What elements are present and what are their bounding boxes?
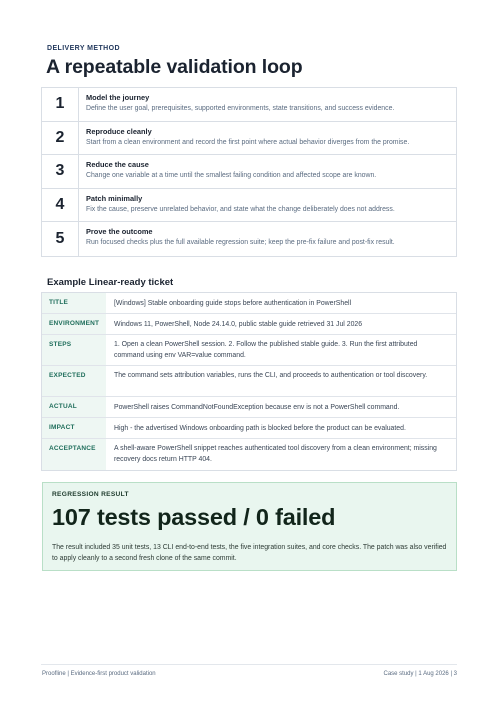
ticket-field-value: A shell-aware PowerShell snippet reaches authenticated tool discovery from a clean environment; missing recovery docs return HTTP 404. — [114, 445, 437, 463]
ticket-field-label: ACCEPTANCE — [42, 439, 106, 470]
regression-result-panel — [42, 482, 457, 571]
ticket-field-label: TITLE — [42, 293, 106, 313]
step-title: Model the journey — [86, 93, 150, 102]
result-eyebrow: REGRESSION RESULT — [52, 491, 129, 498]
section-eyebrow: DELIVERY METHOD — [47, 45, 120, 52]
ticket-field-value: High - the advertised Windows onboarding path is blocked before the product can be evaluated. — [114, 425, 406, 432]
step-number: 4 — [42, 189, 79, 222]
ticket-row — [42, 439, 456, 470]
ticket-field-label: STEPS — [42, 335, 106, 365]
step-title: Prove the outcome — [86, 227, 153, 237]
step-title: Reproduce cleanly — [86, 126, 152, 136]
ticket-row — [42, 366, 456, 397]
step-row — [42, 88, 456, 122]
ticket-field-value: [Windows] Stable onboarding guide stops before authentication in PowerShell — [114, 300, 352, 307]
step-description: Define the user goal, prerequisites, supported environments, state transitions, and success evidence. — [86, 105, 395, 112]
step-row — [42, 155, 456, 189]
step-body — [79, 189, 395, 222]
ticket-field-label: EXPECTED — [42, 366, 106, 396]
footer-page-info: Case study | 1 Aug 2026 | 3 — [383, 671, 457, 677]
result-description: The result included 35 unit tests, 13 CLI end-to-end tests, the five integration suites, and core checks. The patch was also verified to apply cleanly to a second fresh clone of the same commit. — [52, 544, 447, 562]
steps-table — [41, 87, 457, 257]
step-row — [42, 122, 456, 156]
ticket-row — [42, 397, 456, 418]
step-row — [42, 189, 456, 223]
step-number: 5 — [42, 222, 79, 256]
step-body — [79, 88, 394, 121]
step-title: Reduce the cause — [86, 160, 149, 170]
footer-left-text: Proofline | Evidence-first product validation — [42, 671, 156, 677]
page-title: A repeatable validation loop — [46, 56, 303, 78]
ticket-row — [42, 418, 456, 439]
ticket-field-value: PowerShell raises CommandNotFoundException because env is not a PowerShell command. — [114, 404, 400, 411]
ticket-row — [42, 293, 456, 314]
ticket-field-value: 1. Open a clean PowerShell session. 2. Follow the published stable guide. 3. Run the first attributed command using env VAR=value command. — [114, 341, 418, 359]
ticket-row — [42, 335, 456, 366]
step-number: 1 — [42, 88, 79, 121]
ticket-field-label: ENVIRONMENT — [42, 314, 106, 334]
step-number: 2 — [42, 122, 79, 155]
step-body — [79, 222, 395, 256]
footer-divider — [41, 664, 457, 665]
step-description: Change one variable at a time until the smallest failing condition and affected scope are known. — [86, 172, 377, 180]
step-description: Fix the cause, preserve unrelated behavior, and state what the change deliberately does not address. — [86, 205, 395, 213]
step-description: Start from a clean environment and record the first point where actual behavior diverges from the promise. — [86, 138, 410, 146]
ticket-field-label: IMPACT — [42, 418, 106, 438]
step-title: Patch minimally — [86, 193, 143, 203]
ticket-field-value: The command sets attribution variables, runs the CLI, and proceeds to authentication or tool discovery. — [114, 372, 428, 379]
step-body — [79, 122, 409, 155]
ticket-field-label: ACTUAL — [42, 397, 106, 417]
step-number: 3 — [42, 155, 79, 188]
ticket-heading: Example Linear-ready ticket — [47, 277, 174, 288]
result-headline: 107 tests passed / 0 failed — [52, 504, 336, 530]
ticket-field-value: Windows 11, PowerShell, Node 24.14.0, public stable guide retrieved 31 Jul 2026 — [114, 321, 363, 328]
step-body — [79, 155, 376, 188]
step-description: Run focused checks plus the full available regression suite; keep the pre-fix failure and post-fix result. — [86, 239, 395, 247]
ticket-table — [41, 292, 457, 471]
step-row — [42, 222, 456, 256]
ticket-row — [42, 314, 456, 335]
